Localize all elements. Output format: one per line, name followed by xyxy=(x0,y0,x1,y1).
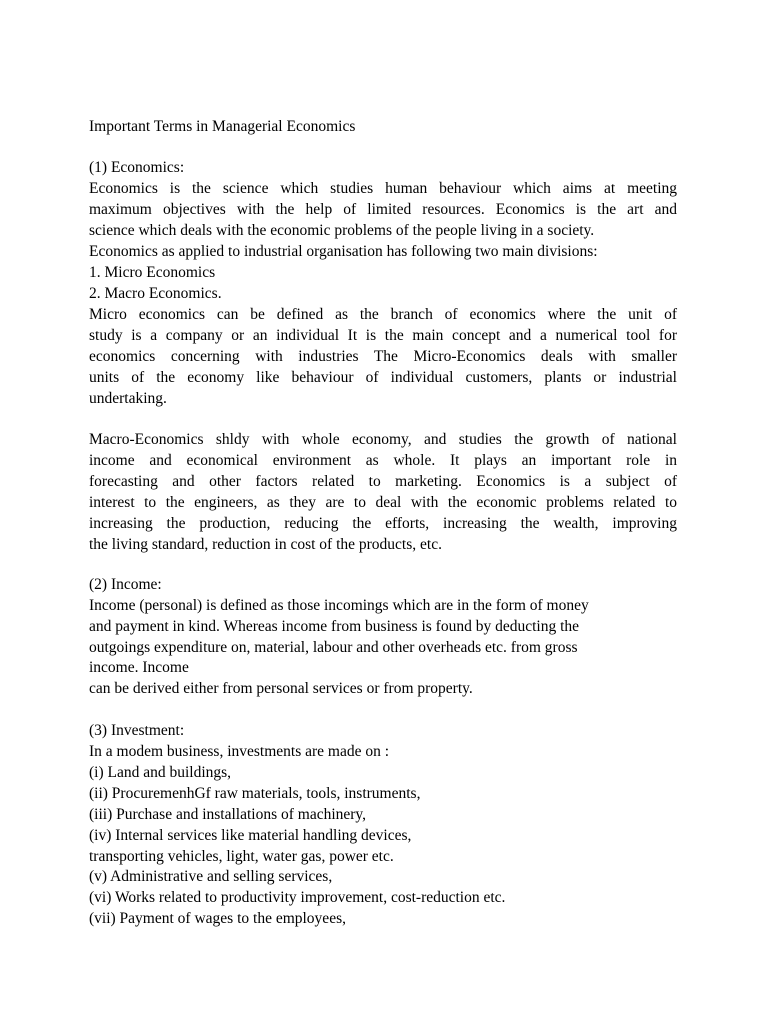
section-heading-investment: (3) Investment: xyxy=(89,722,185,739)
list-item: (i) Land and buildings, xyxy=(89,764,232,781)
text-line: interest to the engineers, as they are to deal with the economic problems related to xyxy=(89,494,677,511)
text-line: outgoings expenditure on, material, labour and other overheads etc. from gross xyxy=(89,639,578,656)
text-line: the living standard, reduction in cost of the products, etc. xyxy=(89,536,442,553)
list-item: transporting vehicles, light, water gas, power etc. xyxy=(89,848,394,865)
text-line: Income (personal) is defined as those incomings which are in the form of money xyxy=(89,597,589,614)
text-line: can be derived either from personal services or from property. xyxy=(89,680,473,697)
text-line: and payment in kind. Whereas income from business is found by deducting the xyxy=(89,618,580,635)
list-item: (iv) Internal services like material handling devices, xyxy=(89,827,412,844)
list-item: (ii) ProcuremenhGf raw materials, tools, instruments, xyxy=(89,785,421,802)
text-line: Macro-Economics shldy with whole economy, and studies the growth of national xyxy=(89,431,677,448)
list-item: (v) Administrative and selling services, xyxy=(89,868,333,885)
text-line: science which deals with the economic problems of the people living in a society. xyxy=(89,222,595,239)
text-line: maximum objectives with the help of limited resources. Economics is the art and xyxy=(89,201,677,218)
text-line: In a modem business, investments are made on : xyxy=(89,743,390,760)
text-line: units of the economy like behaviour of individual customers, plants or industrial xyxy=(89,369,677,386)
list-item: (vii) Payment of wages to the employees, xyxy=(89,910,346,927)
text-line: forecasting and other factors related to marketing. Economics is a subject of xyxy=(89,473,677,490)
list-item: (vi) Works related to productivity improvement, cost-reduction etc. xyxy=(89,889,506,906)
text-line: Economics as applied to industrial organisation has following two main divisions: xyxy=(89,243,598,260)
document-title: Important Terms in Managerial Economics xyxy=(89,118,356,135)
section-heading-income: (2) Income: xyxy=(89,576,162,593)
text-line: Economics is the science which studies human behaviour which aims at meeting xyxy=(89,180,677,197)
text-line: economics concerning with industries The Micro-Economics deals with smaller xyxy=(89,348,677,365)
list-item: 1. Micro Economics xyxy=(89,264,216,281)
text-line: study is a company or an individual It is the main concept and a numerical tool for xyxy=(89,327,677,344)
text-line: income and economical environment as whole. It plays an important role in xyxy=(89,452,677,469)
text-line: increasing the production, reducing the efforts, increasing the wealth, improving xyxy=(89,515,677,532)
list-item: (iii) Purchase and installations of machinery, xyxy=(89,806,367,823)
section-heading-economics: (1) Economics: xyxy=(89,159,185,176)
list-item: 2. Macro Economics. xyxy=(89,285,222,302)
text-line: undertaking. xyxy=(89,390,167,407)
text-line: income. Income xyxy=(89,659,189,676)
text-line: Micro economics can be defined as the branch of economics where the unit of xyxy=(89,306,677,323)
